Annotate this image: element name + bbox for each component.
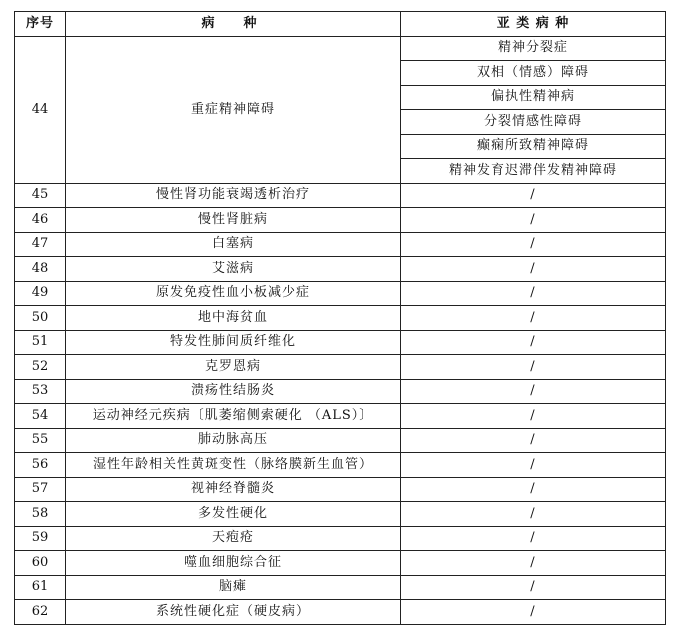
table-row [15, 428, 666, 453]
row-number: 44 [15, 36, 66, 183]
subtype-name: / [401, 551, 666, 576]
subtype-name: 精神分裂症 [401, 36, 666, 61]
disease-name: 视神经脊髓炎 [66, 477, 401, 502]
row-number: 59 [15, 526, 66, 551]
subtype-name: 分裂情感性障碍 [401, 110, 666, 135]
disease-name: 天疱疮 [66, 526, 401, 551]
row-number: 54 [15, 404, 66, 429]
subtype-name: / [401, 355, 666, 380]
table-row [15, 526, 666, 551]
disease-name: 溃疡性结肠炎 [66, 379, 401, 404]
subtype-name: / [401, 526, 666, 551]
subtype-name: 癫痫所致精神障碍 [401, 134, 666, 159]
table-row [15, 330, 666, 355]
disease-name: 白塞病 [66, 232, 401, 257]
header-subtype: 亚 类 病 种 [401, 12, 666, 37]
row-number: 45 [15, 183, 66, 208]
table-row [15, 551, 666, 576]
subtype-name: / [401, 306, 666, 331]
subtype-name: / [401, 183, 666, 208]
row-number: 58 [15, 502, 66, 527]
disease-name: 湿性年龄相关性黄斑变性（脉络膜新生血管） [66, 453, 401, 478]
row-number: 47 [15, 232, 66, 257]
disease-name: 多发性硬化 [66, 502, 401, 527]
table-row [15, 183, 666, 208]
table-row [15, 306, 666, 331]
disease-table [14, 11, 666, 625]
row-number: 51 [15, 330, 66, 355]
disease-name: 系统性硬化症（硬皮病） [66, 600, 401, 625]
row-number: 50 [15, 306, 66, 331]
disease-name: 运动神经元疾病〔肌萎缩侧索硬化 （ALS）〕 [66, 404, 401, 429]
row-number: 53 [15, 379, 66, 404]
subtype-name: / [401, 600, 666, 625]
table-row [15, 453, 666, 478]
table-row [15, 355, 666, 380]
subtype-name: / [401, 281, 666, 306]
row-number: 57 [15, 477, 66, 502]
row-number: 55 [15, 428, 66, 453]
table-row [15, 36, 666, 61]
subtype-name: / [401, 453, 666, 478]
table-row [15, 257, 666, 282]
disease-name: 慢性肾脏病 [66, 208, 401, 233]
row-number: 48 [15, 257, 66, 282]
subtype-name: / [401, 232, 666, 257]
subtype-name: / [401, 575, 666, 600]
table-row [15, 477, 666, 502]
disease-name: 脑瘫 [66, 575, 401, 600]
table-row [15, 575, 666, 600]
disease-name: 原发免疫性血小板减少症 [66, 281, 401, 306]
disease-name: 地中海贫血 [66, 306, 401, 331]
subtype-name: 双相（情感）障碍 [401, 61, 666, 86]
table-row [15, 232, 666, 257]
disease-name: 慢性肾功能衰竭透析治疗 [66, 183, 401, 208]
table-row [15, 502, 666, 527]
row-number: 52 [15, 355, 66, 380]
table-row [15, 600, 666, 625]
disease-name: 特发性肺间质纤维化 [66, 330, 401, 355]
table-row [15, 379, 666, 404]
subtype-name: 精神发育迟滞伴发精神障碍 [401, 159, 666, 184]
subtype-name: / [401, 257, 666, 282]
header-disease: 病 种 [66, 12, 401, 37]
subtype-name: 偏执性精神病 [401, 85, 666, 110]
table-row [15, 208, 666, 233]
row-number: 56 [15, 453, 66, 478]
subtype-name: / [401, 208, 666, 233]
subtype-name: / [401, 330, 666, 355]
row-number: 62 [15, 600, 66, 625]
subtype-name: / [401, 428, 666, 453]
table-row [15, 281, 666, 306]
disease-name: 克罗恩病 [66, 355, 401, 380]
row-number: 46 [15, 208, 66, 233]
row-number: 60 [15, 551, 66, 576]
header-no: 序号 [15, 12, 66, 37]
table-row [15, 404, 666, 429]
subtype-name: / [401, 379, 666, 404]
row-number: 61 [15, 575, 66, 600]
subtype-name: / [401, 404, 666, 429]
disease-name: 重症精神障碍 [66, 36, 401, 183]
disease-name: 艾滋病 [66, 257, 401, 282]
header-row [15, 12, 666, 37]
subtype-name: / [401, 502, 666, 527]
disease-name: 噬血细胞综合征 [66, 551, 401, 576]
document-page [14, 11, 666, 625]
row-number: 49 [15, 281, 66, 306]
subtype-name: / [401, 477, 666, 502]
disease-name: 肺动脉高压 [66, 428, 401, 453]
